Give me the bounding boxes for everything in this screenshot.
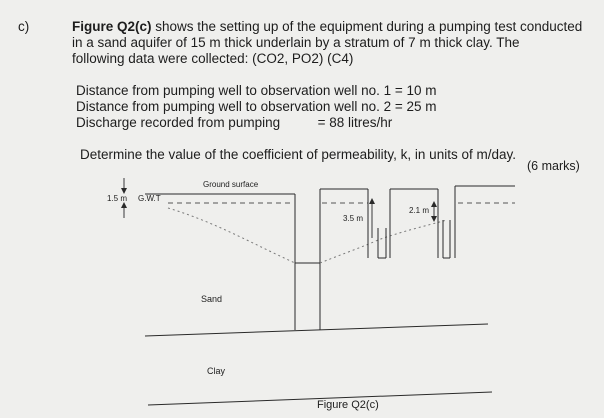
drawdown-2-arrowhead-down [431, 216, 437, 222]
drawdown-curve-left [168, 208, 295, 263]
drawdown-curve-right [320, 220, 447, 263]
data-line-3: Discharge recorded from pumping = 88 litres/hr [76, 115, 393, 130]
question-line-3: following data were collected: (CO2, PO2) (C4) [72, 51, 354, 66]
ground-surface-label: Ground surface [203, 180, 259, 189]
gwt-depth-label: 1.5 m [107, 194, 128, 203]
clay-label: Clay [207, 366, 226, 376]
sand-clay-boundary [145, 324, 488, 336]
figure-caption: Figure Q2(c) [317, 399, 379, 411]
marks-label: (6 marks) [527, 159, 580, 173]
gwt-label: G.W.T [138, 194, 161, 203]
question-line-2: in a sand aquifer of 15 m thick underlain by a stratum of 7 m thick clay. The [72, 35, 520, 50]
figure-reference: Figure Q2(c) [72, 19, 152, 34]
sand-label: Sand [201, 294, 223, 304]
drawdown-1-label: 3.5 m [343, 214, 364, 223]
drawdown-1-arrowhead [369, 198, 375, 204]
intro-text: shows the setting up of the equipment during a pumping test conducted [151, 19, 583, 34]
question-label: c) [18, 19, 30, 34]
data-line-2: Distance from pumping well to observation well no. 2 = 25 m [76, 99, 437, 114]
task-text: Determine the value of the coefficient of permeability, k, in units of m/day. [80, 147, 516, 162]
drawdown-2-label: 2.1 m [409, 206, 430, 215]
drawdown-2-arrowhead-up [431, 201, 437, 207]
data-line-1: Distance from pumping well to observation well no. 1 = 10 m [76, 83, 437, 98]
